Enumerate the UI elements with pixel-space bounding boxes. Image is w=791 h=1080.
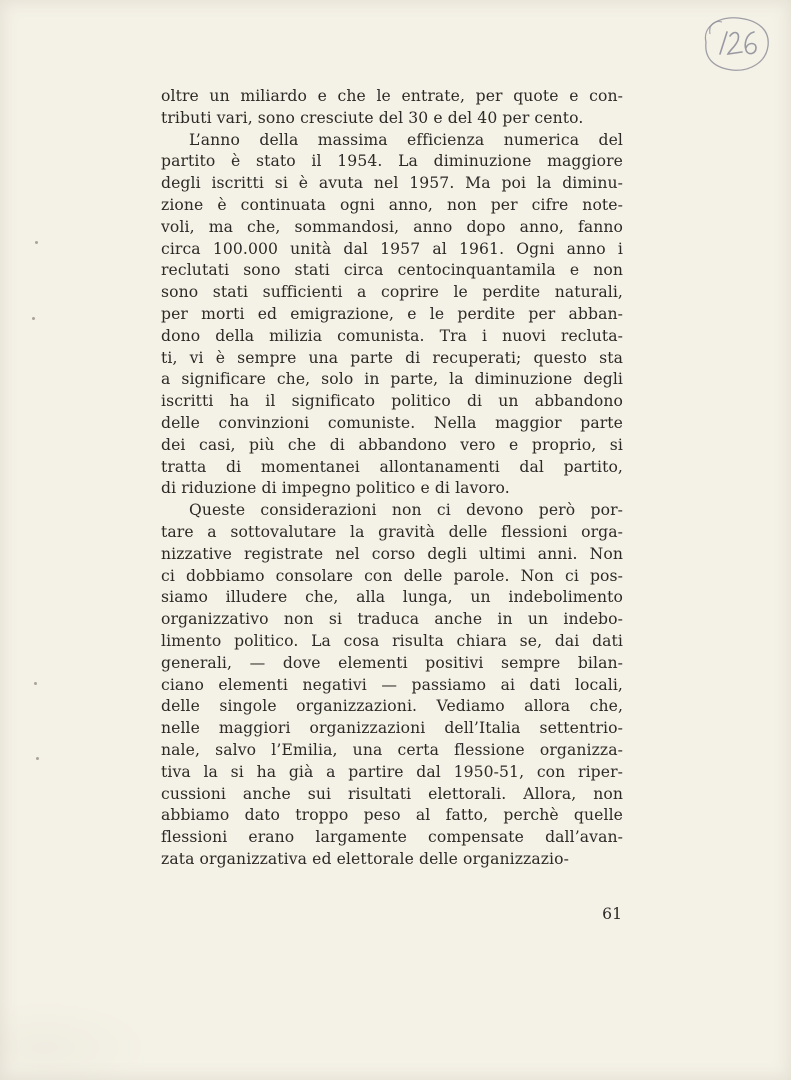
text-line: L’anno della massima efficienza numerica del [189,130,623,149]
text-line: di riduzione di impegno politico e di lavoro. [161,479,510,498]
scan-smudge [0,1000,150,1080]
text-line: zione è continuata ogni anno, non per cifre note- [161,195,623,214]
text-line: zata organizzativa ed elettorale delle organizzazio- [161,849,569,868]
text-line: dei casi, più che di abbandono vero e proprio, si [161,435,623,454]
text-line: reclutati sono stati circa centocinquantamila e non [161,261,623,280]
text-line: partito è stato il 1954. La diminuzione maggiore [161,152,623,171]
text-line: dono della milizia comunista. Tra i nuovi recluta- [161,326,623,345]
scan-speck [36,757,39,760]
page-number: 61 [602,905,622,923]
text-line: generali, — dove elementi positivi sempre bilan- [161,653,623,672]
text-line: organizzativo non si traduca anche in un indebo- [161,610,623,629]
text-line: ci dobbiamo consolare con delle parole. Non ci pos- [161,566,623,585]
text-line: voli, ma che, sommandosi, anno dopo anno, fanno [161,217,623,236]
text-line: ciano elementi negativi — passiamo ai dati locali, [161,675,623,694]
text-line: tratta di momentanei allontanamenti dal partito, [161,457,623,476]
scan-speck [32,317,35,320]
text-line: oltre un miliardo e che le entrate, per quote e con- [161,87,623,105]
body-text [161,86,623,871]
text-line: nizzative registrate nel corso degli ultimi anni. Non [161,544,623,563]
text-line: nale, salvo l’Emilia, una certa flessione organizza- [161,740,623,759]
text-line: siamo illudere che, alla lunga, un indebolimento [161,588,623,607]
text-line: flessioni erano largamente compensate dall’avan- [161,828,623,847]
text-line: tare a sottovalutare la gravità delle flessioni orga- [161,522,623,541]
text-line: cussioni anche sui risultati elettorali. Allora, non [161,784,623,803]
handwritten-folio-number [696,12,774,74]
text-line: a significare che, solo in parte, la diminuzione degli [161,370,623,389]
text-line: delle singole organizzazioni. Vediamo allora che, [161,697,623,716]
text-line: degli iscritti si è avuta nel 1957. Ma poi la diminu- [161,174,623,193]
text-line: circa 100.000 unità dal 1957 al 1961. Ogni anno i [161,239,623,258]
text-line: abbiamo dato troppo peso al fatto, perchè quelle [161,806,623,825]
text-line: per morti ed emigrazione, e le perdite per abban- [161,304,623,323]
text-line: Queste considerazioni non ci devono però por- [189,501,623,520]
text-line: ti, vi è sempre una parte di recuperati; questo sta [161,348,623,367]
text-line: delle convinzioni comuniste. Nella maggior parte [161,413,623,432]
text-line: iscritti ha il significato politico di un abbandono [161,392,623,411]
text-line: tiva la si ha già a partire dal 1950-51, con riper- [161,762,623,781]
scan-speck [35,241,38,244]
text-line: limento politico. La cosa risulta chiara se, dai dati [161,631,623,650]
scan-speck [34,682,37,685]
text-line: tributi vari, sono cresciute del 30 e del 40 per cento. [161,108,584,127]
text-line: nelle maggiori organizzazioni dell’Italia settentrio- [161,719,623,738]
text-line: sono stati sufficienti a coprire le perdite naturali, [161,283,623,302]
